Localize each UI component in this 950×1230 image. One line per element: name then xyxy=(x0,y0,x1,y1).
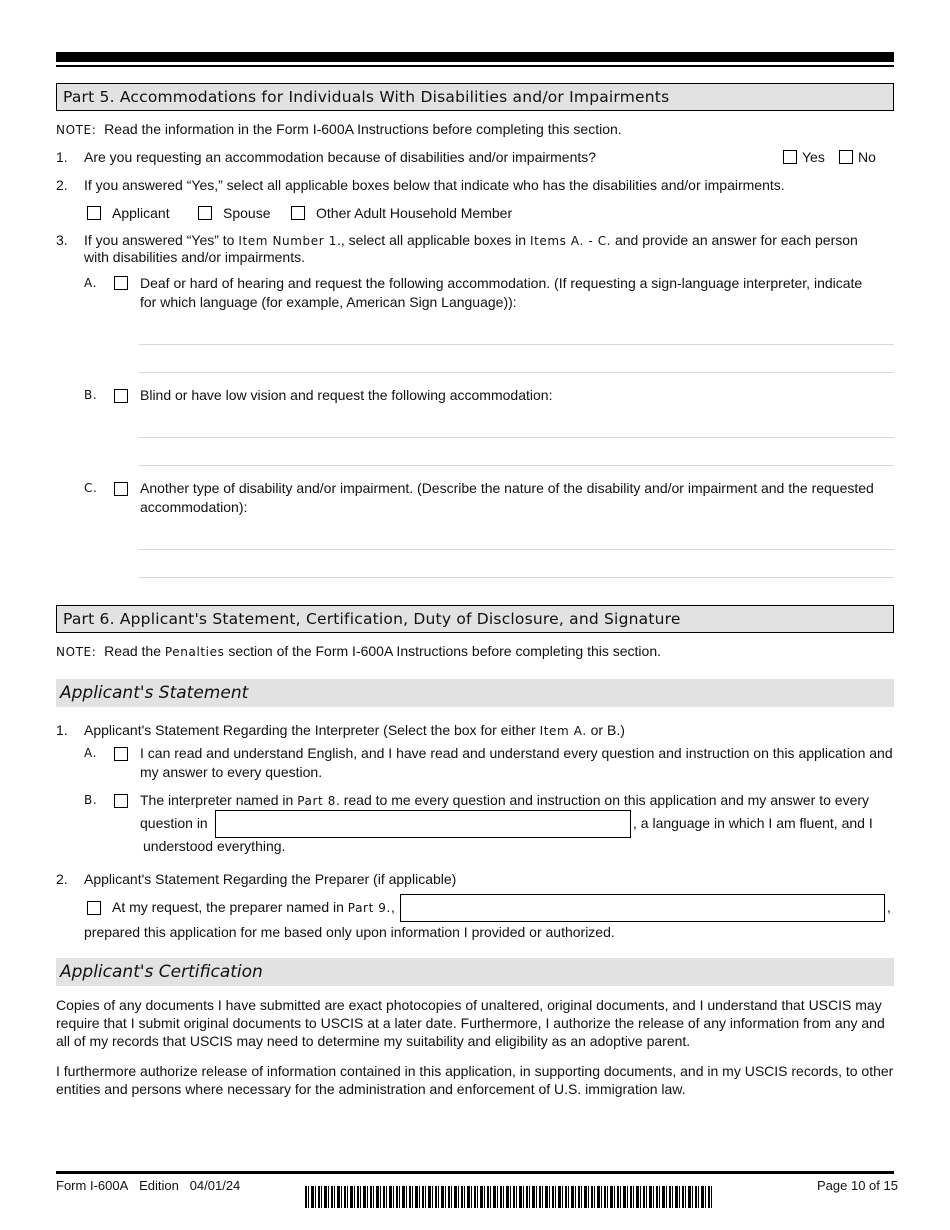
q2-other-adult-label: Other Adult Household Member xyxy=(316,205,513,221)
q3b-answer-line-1[interactable] xyxy=(139,437,894,438)
q3-text-line2: with disabilities and/or impairments. xyxy=(84,249,305,265)
s1b-line3: understood everything. xyxy=(143,838,286,854)
s1b-line2-b: , a language in which I am fluent, and I xyxy=(633,815,873,831)
preparer-name-input[interactable] xyxy=(400,894,885,922)
s1b-ref: Part 8 xyxy=(297,794,336,808)
s2-line-b: , xyxy=(390,899,395,915)
q3-ref-item-number: Item Number 1 xyxy=(238,234,337,248)
s1b-line2-a: question in xyxy=(140,815,208,831)
footer-edition-label: Edition xyxy=(139,1178,179,1193)
part6-note-label: NOTE: xyxy=(56,645,97,659)
part6-note xyxy=(56,642,661,661)
q3a-text-line2: for which language (for example, American Sign Language)): xyxy=(140,294,517,310)
part6-note-text-b: section of the Form I-600A Instructions before completing this section. xyxy=(228,643,662,659)
q2-spouse-label: Spouse xyxy=(223,205,271,221)
note-label: NOTE: xyxy=(56,123,97,137)
s1a-checkbox[interactable] xyxy=(114,747,128,761)
footer-form-name: Form I-600A xyxy=(56,1178,129,1193)
q3c-text-line2: accommodation): xyxy=(140,499,248,515)
q3c-text-line1: Another type of disability and/or impairment. (Describe the nature of the disability and/or impairment and the requested xyxy=(140,480,874,496)
applicant-certification-header: Applicant's Certification xyxy=(56,958,894,986)
part6-header: Part 6. Applicant's Statement, Certification, Duty of Disclosure, and Signature xyxy=(56,605,894,633)
s1a-label: A. xyxy=(84,746,98,760)
top-rule-thin xyxy=(56,65,894,67)
q1-no-label: No xyxy=(858,149,876,165)
s1-ref: Item A. xyxy=(539,724,587,738)
s1b-label: B. xyxy=(84,793,98,807)
q3c-answer-line-2[interactable] xyxy=(139,577,894,578)
s1-number: 1. xyxy=(56,722,68,738)
s1a-line1: I can read and understand English, and I have read and understand every question and instruction on this application and xyxy=(140,745,893,761)
footer-edition-date: 04/01/24 xyxy=(189,1178,241,1193)
s1b-checkbox[interactable] xyxy=(114,794,128,808)
footer-form xyxy=(56,1178,240,1194)
certification-paragraph-2: I furthermore authorize release of information contained in this application, in supporting documents, and in my USCIS records, to other entities and persons where necessary for the administration and enforcement of U.S. immigration law. xyxy=(56,1063,894,1097)
s1-text-b: or B.) xyxy=(590,722,625,738)
q3a-answer-line-1[interactable] xyxy=(139,344,894,345)
q3-text-c: and provide an answer for each person xyxy=(614,232,858,248)
q3b-label: B. xyxy=(84,388,98,402)
s2-number: 2. xyxy=(56,871,68,887)
s1-text xyxy=(84,721,625,740)
q2-text: If you answered “Yes,” select all applicable boxes below that indicate who has the disabilities and/or impairments. xyxy=(84,177,785,193)
q1-number: 1. xyxy=(56,149,68,165)
q2-number: 2. xyxy=(56,177,68,193)
footer-rule xyxy=(56,1171,894,1174)
q1-text: Are you requesting an accommodation because of disabilities and/or impairments? xyxy=(84,149,597,165)
barcode-image xyxy=(305,1186,713,1208)
q1-yes-label: Yes xyxy=(802,149,825,165)
q3a-label: A. xyxy=(84,276,98,290)
q3-text-a: If you answered “Yes” to xyxy=(84,232,235,248)
part5-header: Part 5. Accommodations for Individuals With Disabilities and/or Impairments xyxy=(56,83,894,111)
q3-text-b: ., select all applicable boxes in xyxy=(336,232,527,248)
q3b-text: Blind or have low vision and request the following accommodation: xyxy=(140,387,553,403)
part6-note-text-a: Read the xyxy=(104,643,161,659)
s2-line2: prepared this application for me based only upon information I provided or authorized. xyxy=(84,924,615,940)
q3a-checkbox[interactable] xyxy=(114,276,128,290)
q3a-answer-line-2[interactable] xyxy=(139,372,894,373)
q1-yes-checkbox[interactable] xyxy=(783,150,797,164)
interpreter-language-input[interactable] xyxy=(215,810,631,838)
q3a-text-line1: Deaf or hard of hearing and request the following accommodation. (If requesting a sign-language interpreter, indicate xyxy=(140,275,863,291)
q3c-label: C. xyxy=(84,481,98,495)
s1b-line1-a: The interpreter named in xyxy=(140,792,294,808)
s2-line xyxy=(112,898,395,917)
s2-text: Applicant's Statement Regarding the Preparer (if applicable) xyxy=(84,871,457,887)
s1a-line2: my answer to every question. xyxy=(140,764,323,780)
q2-applicant-checkbox[interactable] xyxy=(87,206,101,220)
q3c-answer-line-1[interactable] xyxy=(139,549,894,550)
q2-applicant-label: Applicant xyxy=(112,205,170,221)
s2-ref: Part 9. xyxy=(347,901,391,915)
note-text: Read the information in the Form I-600A Instructions before completing this section. xyxy=(104,121,622,137)
s1b-line1 xyxy=(140,791,869,810)
q3-number: 3. xyxy=(56,232,68,248)
q3-ref-items: Items A. - C. xyxy=(529,234,612,248)
s2-preparer-checkbox[interactable] xyxy=(87,901,101,915)
certification-paragraph-1: Copies of any documents I have submitted are exact photocopies of unaltered, original documents, and I understand that USCIS may require that I submit original documents to USCIS at a later date. Furthermore, I authorize the release of any information from any and all of my records that USCIS may need to determine my suitability and eligibility as an adoptive parent. xyxy=(56,997,885,1049)
footer-page-number: Page 10 of 15 xyxy=(817,1178,898,1193)
q2-other-adult-checkbox[interactable] xyxy=(291,206,305,220)
s2-line-a: At my request, the preparer named in xyxy=(112,899,344,915)
q3b-checkbox[interactable] xyxy=(114,389,128,403)
q3b-answer-line-2[interactable] xyxy=(139,465,894,466)
top-rule-thick xyxy=(56,52,894,62)
applicant-statement-header: Applicant's Statement xyxy=(56,679,894,707)
q1-no-checkbox[interactable] xyxy=(839,150,853,164)
part6-note-ref: Penalties xyxy=(164,645,225,659)
s2-comma: , xyxy=(887,899,891,915)
s1b-line1-b: . read to me every question and instruction on this application and my answer to every xyxy=(335,792,870,808)
q3c-checkbox[interactable] xyxy=(114,482,128,496)
q2-spouse-checkbox[interactable] xyxy=(198,206,212,220)
part5-note xyxy=(56,120,622,139)
s1-text-a: Applicant's Statement Regarding the Interpreter (Select the box for either xyxy=(84,722,536,738)
